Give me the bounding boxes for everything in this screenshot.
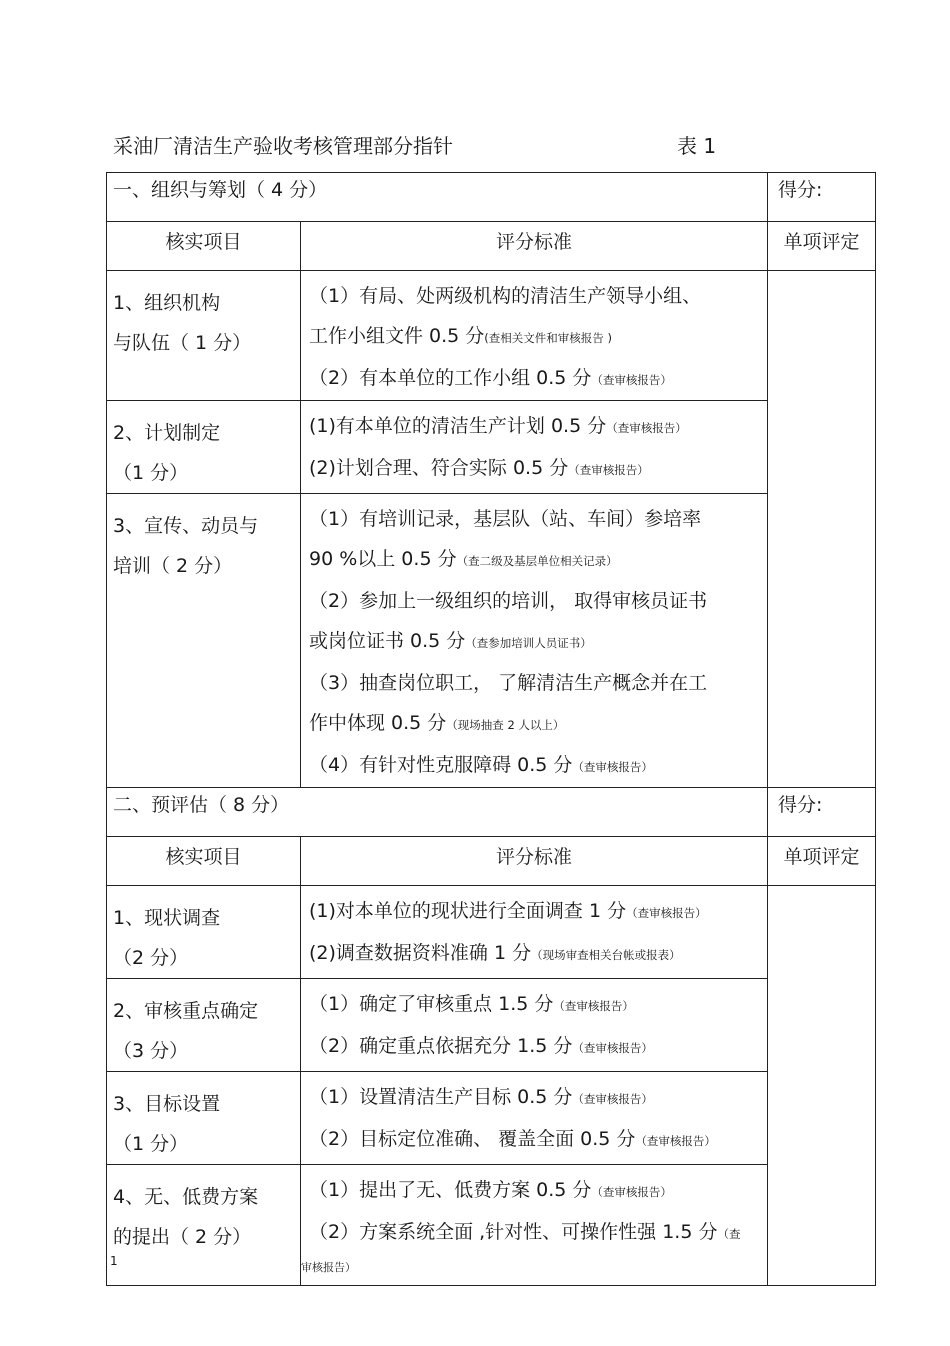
criteria-line — [309, 316, 767, 358]
criteria-main: （1）提出了无、低费方案 0.5 分 — [309, 1179, 592, 1201]
item-cell — [107, 271, 301, 401]
page-title: 采油厂清洁生产验收考核管理部分指针 — [113, 134, 453, 158]
item-line: （1 分） — [113, 462, 189, 484]
criteria-note: （查审核报告） — [568, 463, 649, 477]
column-header-item — [107, 222, 301, 271]
criteria-main: （3）抽查岗位职工， 了解清洁生产概念并在工 — [309, 672, 708, 694]
criteria-line — [309, 276, 767, 316]
criteria-text — [301, 401, 767, 490]
item-line: 4、无、低费方案 — [113, 1186, 259, 1208]
criteria-line — [309, 448, 767, 490]
criteria-text — [301, 271, 767, 400]
criteria-note: （查审核报告） — [626, 906, 707, 920]
criteria-note: （查 — [717, 1227, 741, 1241]
table-number: 表 1 — [677, 134, 717, 158]
column-header-rating-text: 单项评定 — [783, 846, 860, 868]
criteria-main: （1）设置清洁生产目标 0.5 分 — [309, 1086, 573, 1108]
table-row — [107, 1165, 876, 1286]
item-line: 3、目标设置 — [113, 1093, 221, 1115]
criteria-cell — [301, 979, 768, 1072]
criteria-line — [309, 621, 767, 663]
criteria-main: (1)对本单位的现状进行全面调查 1 分 — [309, 900, 627, 922]
item-cell — [107, 1072, 301, 1165]
item-line: 1、现状调查 — [113, 907, 221, 929]
criteria-note: （查审核报告） — [606, 421, 687, 435]
criteria-note: （查审核报告） — [635, 1134, 716, 1148]
criteria-note: （查审核报告） — [553, 999, 634, 1013]
criteria-text — [301, 886, 767, 975]
criteria-note: （查审核报告） — [591, 373, 672, 387]
criteria-note-continued: 审核报告） — [301, 1261, 356, 1274]
item-cell — [107, 1165, 301, 1286]
criteria-main: (2)计划合理、符合实际 0.5 分 — [309, 457, 569, 479]
column-header-criteria — [301, 837, 768, 886]
table-row — [107, 886, 876, 979]
criteria-line — [309, 499, 767, 539]
item-line: 与队伍（ 1 分） — [113, 332, 252, 354]
criteria-main: 作中体现 0.5 分 — [309, 712, 447, 734]
column-header-item-text: 核实项目 — [165, 846, 242, 868]
item-line: 2、计划制定 — [113, 422, 221, 444]
column-header-rating — [768, 837, 876, 886]
item-text — [107, 271, 300, 363]
rating-cell — [768, 271, 876, 788]
criteria-text — [301, 494, 767, 787]
rating-cell — [768, 886, 876, 1286]
criteria-line — [309, 891, 767, 933]
item-line: 1、组织机构 — [113, 292, 221, 314]
column-header-item-text: 核实项目 — [165, 231, 242, 253]
section-title — [107, 173, 768, 222]
score-cell — [768, 788, 876, 837]
item-line: （2 分） — [113, 947, 189, 969]
criteria-main: （1）有局、处两级机构的清洁生产领导小组、 — [309, 285, 702, 307]
item-cell — [107, 979, 301, 1072]
page-number: 1 — [110, 1254, 118, 1268]
criteria-cell — [301, 886, 768, 979]
section-title — [107, 788, 768, 837]
column-header-rating — [768, 222, 876, 271]
criteria-note: （现场审查相关台帐或报表） — [531, 948, 681, 962]
column-header-criteria-text: 评分标准 — [496, 231, 573, 253]
criteria-main: （2）方案系统全面 ,针对性、可操作性强 1.5 分 — [309, 1221, 718, 1243]
criteria-line — [309, 1026, 767, 1068]
criteria-main: （4）有针对性克服障碍 0.5 分 — [309, 754, 573, 776]
criteria-note: （查审核报告） — [572, 1041, 653, 1055]
column-header-criteria-text: 评分标准 — [496, 846, 573, 868]
criteria-line — [309, 539, 767, 581]
item-cell — [107, 401, 301, 494]
item-cell — [107, 494, 301, 788]
criteria-line — [309, 406, 767, 448]
column-header-row — [107, 837, 876, 886]
table-row — [107, 401, 876, 494]
score-cell-text: 得分: — [778, 179, 823, 201]
table-row — [107, 979, 876, 1072]
column-header-row — [107, 222, 876, 271]
criteria-note: （查审核报告） — [572, 1092, 653, 1106]
criteria-line — [309, 1077, 767, 1119]
criteria-line — [309, 663, 767, 703]
criteria-line — [309, 1170, 767, 1212]
criteria-cell — [301, 1072, 768, 1165]
criteria-note: （查审核报告） — [591, 1185, 672, 1199]
criteria-main: 工作小组文件 0.5 分 — [309, 325, 485, 347]
item-line: 2、审核重点确定 — [113, 1000, 259, 1022]
item-line: 3、宣传、动员与 — [113, 515, 259, 537]
criteria-main: 90 %以上 0.5 分 — [309, 548, 457, 570]
criteria-main: （2）有本单位的工作小组 0.5 分 — [309, 367, 592, 389]
section-title-row — [107, 173, 876, 222]
item-text — [107, 401, 300, 493]
criteria-main: 或岗位证书 0.5 分 — [309, 630, 466, 652]
section-title-row — [107, 788, 876, 837]
criteria-line — [309, 1119, 767, 1161]
item-line: （3 分） — [113, 1040, 189, 1062]
criteria-cell — [301, 401, 768, 494]
column-header-item — [107, 837, 301, 886]
criteria-main: (1)有本单位的清洁生产计划 0.5 分 — [309, 415, 607, 437]
criteria-note: (查相关文件和审核报告 ) — [484, 331, 612, 345]
item-cell — [107, 886, 301, 979]
criteria-note: （查审核报告） — [572, 760, 653, 774]
item-line: （1 分） — [113, 1133, 189, 1155]
table-row — [107, 271, 876, 401]
criteria-main: （1）有培训记录，基层队（站、车间）参培率 — [309, 508, 702, 530]
criteria-line — [309, 745, 767, 787]
item-text — [107, 1165, 300, 1257]
criteria-cell — [301, 1165, 768, 1286]
criteria-text — [301, 1072, 767, 1161]
score-cell — [768, 173, 876, 222]
score-cell-text: 得分: — [778, 794, 823, 816]
criteria-text — [301, 979, 767, 1068]
criteria-text — [301, 1165, 767, 1282]
criteria-line — [309, 703, 767, 745]
criteria-line — [309, 984, 767, 1026]
criteria-main: （2）确定重点依据充分 1.5 分 — [309, 1035, 573, 1057]
criteria-line — [309, 358, 767, 400]
column-header-criteria — [301, 222, 768, 271]
criteria-line — [309, 933, 767, 975]
section-title-text: 一、组织与筹划（ 4 分） — [113, 179, 328, 201]
item-line: 的提出（ 2 分） — [113, 1226, 252, 1248]
table-row — [107, 1072, 876, 1165]
assessment-table — [106, 172, 876, 1286]
item-text — [107, 886, 300, 978]
criteria-note: （查二级及基层单位相关记录） — [456, 554, 618, 568]
criteria-main: （1）确定了审核重点 1.5 分 — [309, 993, 554, 1015]
section-title-text: 二、预评估（ 8 分） — [113, 794, 290, 816]
criteria-line — [309, 1212, 767, 1254]
criteria-line — [309, 581, 767, 621]
item-text — [107, 494, 300, 586]
table-row — [107, 494, 876, 788]
item-text — [107, 979, 300, 1071]
item-text — [107, 1072, 300, 1164]
column-header-rating-text: 单项评定 — [783, 231, 860, 253]
criteria-main: (2)调查数据资料准确 1 分 — [309, 942, 532, 964]
item-line: 培训（ 2 分） — [113, 555, 233, 577]
criteria-cell — [301, 271, 768, 401]
criteria-cell — [301, 494, 768, 788]
criteria-main: （2）参加上一级组织的培训， 取得审核员证书 — [309, 590, 708, 612]
criteria-note: （查参加培训人员证书） — [465, 636, 592, 650]
criteria-main: （2）目标定位准确、 覆盖全面 0.5 分 — [309, 1128, 636, 1150]
criteria-note: （现场抽查 2 人以上） — [446, 718, 565, 732]
